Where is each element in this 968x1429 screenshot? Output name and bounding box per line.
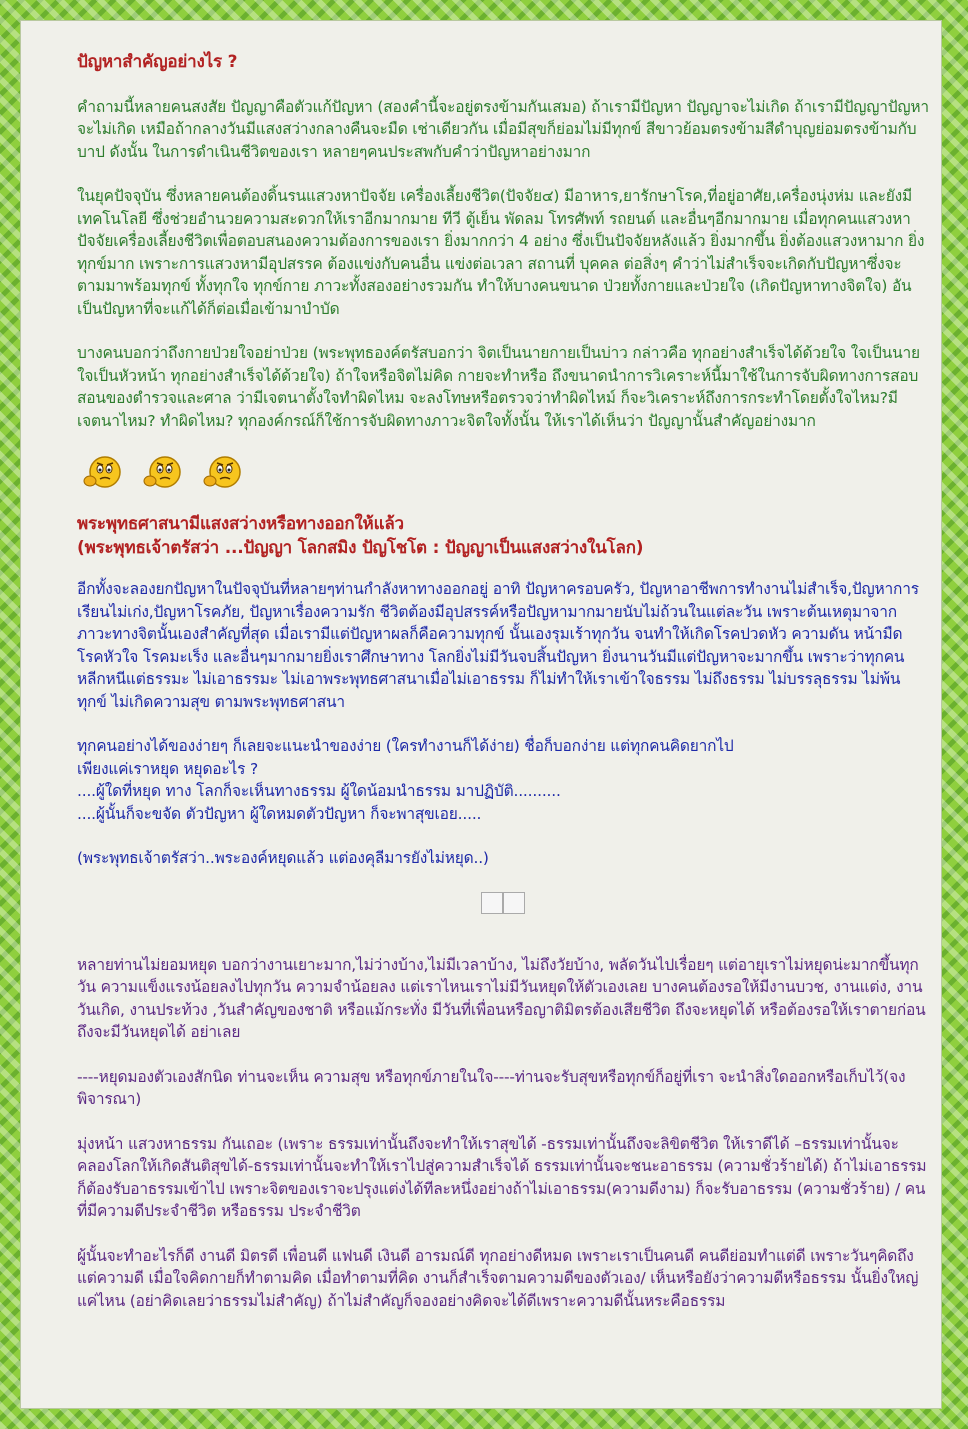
paragraph-modern-life: ในยุคปัจจุบัน ซึ่งหลายคนต้องดิ้นรนแสวงหาปัจจัย เครื่องเลี้ยงชีวิต(ปัจจัย๔) มีอาหาร,ยารักษาโรค,ที่อยู่อาศัย,เครื่องนุ่งห่ม และยังมีเทคโนโลยี ซึ่งช่วยอำนวยความสะดวกให้เราอีกมากมาย ทีวี ตู้เย็น พัดลม โทรศัพท์ รถยนต์ และอื่นๆอีกมากมาย เมื่อทุกคนแสวงหาปัจจัยเครื่องเลี้ยงชีวิตเพื่อตอบสนองความต้องการของเรา ยิ่งมากกว่า 4 อย่าง ซึ่งเป็นปัจจัยหลังแล้ว ยิ่งมากขึ้น ยิ่งต้องแสวงหามาก ยิ่งทุกข์มาก เพราะการแสวงหามีอุปสรรค ต้องแข่งกับคนอื่น แข่งต่อเวลา สถานที่ บุคคล ต่อสิ่งๆ คำว่าไม่สำเร็จจะเกิดกับปัญหาซึ่งจะตามมาพร้อมทุกข์ ทั้งทุกใจ ทุกข์กาย ภาวะทั้งสองอย่างรวมกัน ทำให้บางคนขนาด ป่วยทั้งกายและป่วยใจ (เกิดปัญหาทางจิตใจ) อันเป็นปัญหาที่จะแก้ได้ก็ต่อเมื่อเข้ามาบำบัด [77,187,925,318]
section-title-problem-importance: ปัญหาสำคัญอย่างไร ? [77,52,238,72]
section-title-buddhism-light [77,512,929,560]
stop-line-3: ....ผู้ใดที่หยุด ทาง โลกก็จะเห็นทางธรรม ผู้ใดน้อมนำธรรม มาปฏิบัติ.......... [77,782,561,800]
stop-line-2: เพียงแค่เราหยุด หยุดอะไร ? [77,759,259,778]
stop-line-1: ทุกคนอย่างได้ของง่ายๆ ก็เลยจะแนะนำของง่าย (ใครทำงานก็ได้ง่าย) ชื่อก็บอกง่าย แต่ทุกคนคิดยากไป [77,737,734,755]
paragraph-no-time: หลายท่านไม่ยอมหยุด บอกว่างานเยาะมาก,ไม่ว่างบ้าง,ไม่มีเวลาบ้าง, ไม่ถึงวัยบ้าง, พลัดวันไปเรื่อยๆ แต่อายุเราไม่หยุดน่ะมากขึ้นทุกวัน ความแข็งแรงน้อยลงไปทุกวัน ความจำน้อยลง แต่เราไหนเราไม่มีวันหยุดให้ตัวเองเลย บางคนต้องรอให้มีงานบวช, งานแต่ง, งานวันเกิด, งานประท้วง ,วันสำคัญของชาติ หรือแม้กระทั่ง มีวันที่เพื่อนหรือญาติมิตรต้องเสียชีวิต ถึงจะหยุดได้ หรือต้องรอให้เราตายก่อนถึงจะมีวันหยุดได้ อย่าเลย [77,955,926,1041]
paragraph-seek-dhamma: มุ่งหน้า แสวงหาธรรม กันเถอะ (เพราะ ธรรมเท่านั้นถึงจะทำให้เราสุขได้ -ธรรมเท่านั้นถึงจะลิขิตชีวิต ให้เราดีได้ –ธรรมเท่านั้นจะคลองโลกให้เกิดสันติสุขได้-ธรรมเท่านั้นจะทำให้เราไปสู่ความสำเร็จได้ ธรรมเท่านั้นจะชนะอาธรรม (ความชั่วร้ายได้) ถ้าไม่เอาธรรมก็ต้องรับอาธรรมเข้าไป เพราะจิตของเราจะปรุงแต่งได้ทีละหนึ่งอย่างถ้าไม่เอาธรรม(ความดีงาม) ก็จะรับอาธรรม (ความชั่วร้าย) / คนที่มีความดีประจำชีวิต หรือธรรม ประจำชีวิต [77,1134,927,1220]
paragraph-intro: คำถามนี้หลายคนสงสัย ปัญญาคือตัวแก้ปัญหา (สองคำนี้จะอยู่ตรงข้ามกันเสมอ) ถ้าเรามีปัญหา ปัญญาจะไม่เกิด ถ้าเรามีปัญญาปัญหาจะไม่เกิด เหมือถ้ากลางวันมีแสงสว่างกลางคืนจะมืด เช่าเดียวกัน เมื่อมีสุขก็ย่อมไม่มีทุกข์ สีขาวย้อมตรงข้ามสีดำบุญย่อมตรงข้ามกับบาป ดังนั้น ในการดำเนินชีวิตของเรา หลายๆคนประสพกับคำว่าปัญหาอย่างมาก [77,97,929,161]
image-placeholder-box [481,892,503,914]
paragraph-stop [77,735,929,825]
thinking-face-icon [201,454,245,490]
emoticon-row [81,454,929,490]
paragraph-look-inside: ----หยุดมองตัวเองสักนิด ท่านจะเห็น ความสุข หรือทุกข์ภายในใจ----ท่านจะรับสุขหรือทุกข์ก็อยู่ที่เรา จะนำสิ่งใดออกหรือเก็บไว้(จงพิจารณา) [77,1067,906,1108]
section-title-line2: (พระพุทธเจ้าตรัสว่า ...ปัญญา โลกสมิง ปัญโชโต : ปัญญาเป็นแสงสว่างในโลก) [77,538,644,558]
thinking-face-icon [81,454,125,490]
paragraph-good-person: ผู้นั้นจะทำอะไรก็ดี งานดี มิตรดี เพื่อนดี แฟนดี เงินดี อารมณ์ดี ทุกอย่างดีหมด เพราะเราเป็นคนดี คนดีย่อมทำแต่ดี เพราะวันๆคิดถึงแต่ความดี เมื่อใจคิดกายก็ทำตามคิด เมื่อทำตามที่คิด งานก็สำเร็จตามความดีของตัวเอง/ เห็นหรือยังว่าความดีหรือธรรม นั้นยิ่งใหญ่แค่ไหน (อย่าคิดเลยว่าธรรมไม่สำคัญ) ถ้าไม่สำคัญก็จองอย่างคิดจะได้ดีเพราะความดีนั้นหระคือธรรม [77,1246,919,1310]
article-content [77,51,929,1334]
paragraph-mind-body: บางคนบอกว่าถึงกายป่วยใจอย่าป่วย (พระพุทธองค์ตรัสบอกว่า จิตเป็นนายกายเป็นบ่าว กล่าวคือ ทุกอย่างสำเร็จได้ด้วยใจ ใจเป็นนาย ใจเป็นหัวหน้า ทุกอย่างสำเร็จได้ด้วยใจ) ถ้าใจหรือจิตไม่คิด กายจะทำหรือ ถึงขนาดนำการวิเคราะห์นี้มาใช้ในการจับผิดทางการสอบสอนของตำรวจและศาล ว่ามีเจตนาตั้งใจทำผิดไหม จะลงโทษหรือตรวจว่าทำผิดไหม์ ก็จะวิเคราะห์ถึงการกระทำโดยตั้งใจไหม?มีเจตนาไหม? ทำผิดไหม? ทุกองค์กรณ์ก็ใช้การจับผิดทางภาวะจิตใจทั้งนั้น ให้เราได้เห็นว่า ปัญญานั้นสำคัญอย่างมาก [77,344,920,430]
broken-image-placeholder [77,892,929,914]
section-title-line1: พระพุทธศาสนามีแสงสว่างหรือทางออกให้แล้ว [77,514,404,534]
paragraph-modern-problems: อีกทั้งจะลองยกปัญหาในปัจจุบันที่หลายๆท่านกำลังหาทางออกอยู่ อาทิ ปัญหาครอบครัว, ปัญหาอาชีพการทำงานไม่สำเร็จ,ปัญหาการเรียนไม่เก่ง,ปัญหาโรคภัย, ปัญหาเรื่องความรัก ชีวิตต้องมีอุปสรรค์หรือปัญหามากมายนับไม่ถ้วนในแต่ละวัน เพราะต้นเหตุมาจากภาวะทางจิตนั้นเองสำคัญที่สุด เมื่อเรามีแต่ปัญหาผลก็คือความทุกข์ นั้นเองรุมเร้าทุกวัน จนทำให้เกิดโรคปวดหัว ความดัน หน้ามืด โรคหัวใจ โรคมะเร็ง และอื่นๆมากมายยิ่งเราศึกษาทาง โลกยิ่งไม่มีวันจบสิ้นปัญหา ยิ่งนานวันมีแต่ปัญหาจะมากขึ้น เพราะว่าทุกคน หลีกหนีแต่ธรรมะ ไม่เอาธรรมะ ไม่เอาพระพุทธศาสนาเมื่อไม่เอาธรรม ก็ไม่ทำให้เราเข้าใจธรรม ไม่ถึงธรรม ไม่บรรลุธรรม ไม่พ้นทุกข์ ไม่เกิดความสุข ตามพระพุทธศาสนา [77,580,919,711]
thinking-face-icon [141,454,185,490]
image-placeholder-box [503,892,525,914]
page-frame [20,20,942,1409]
stop-line-4: ....ผู้นั้นก็จะขจัด ตัวปัญหา ผู้ใดหมดตัวปัญหา ก็จะพาสุขเอย..... [77,804,482,823]
paragraph-buddha-quote: (พระพุทธเจ้าตรัสว่า..พระองค์หยุดแล้ว แต่องคุลีมารยังไม่หยุด..) [77,849,489,867]
